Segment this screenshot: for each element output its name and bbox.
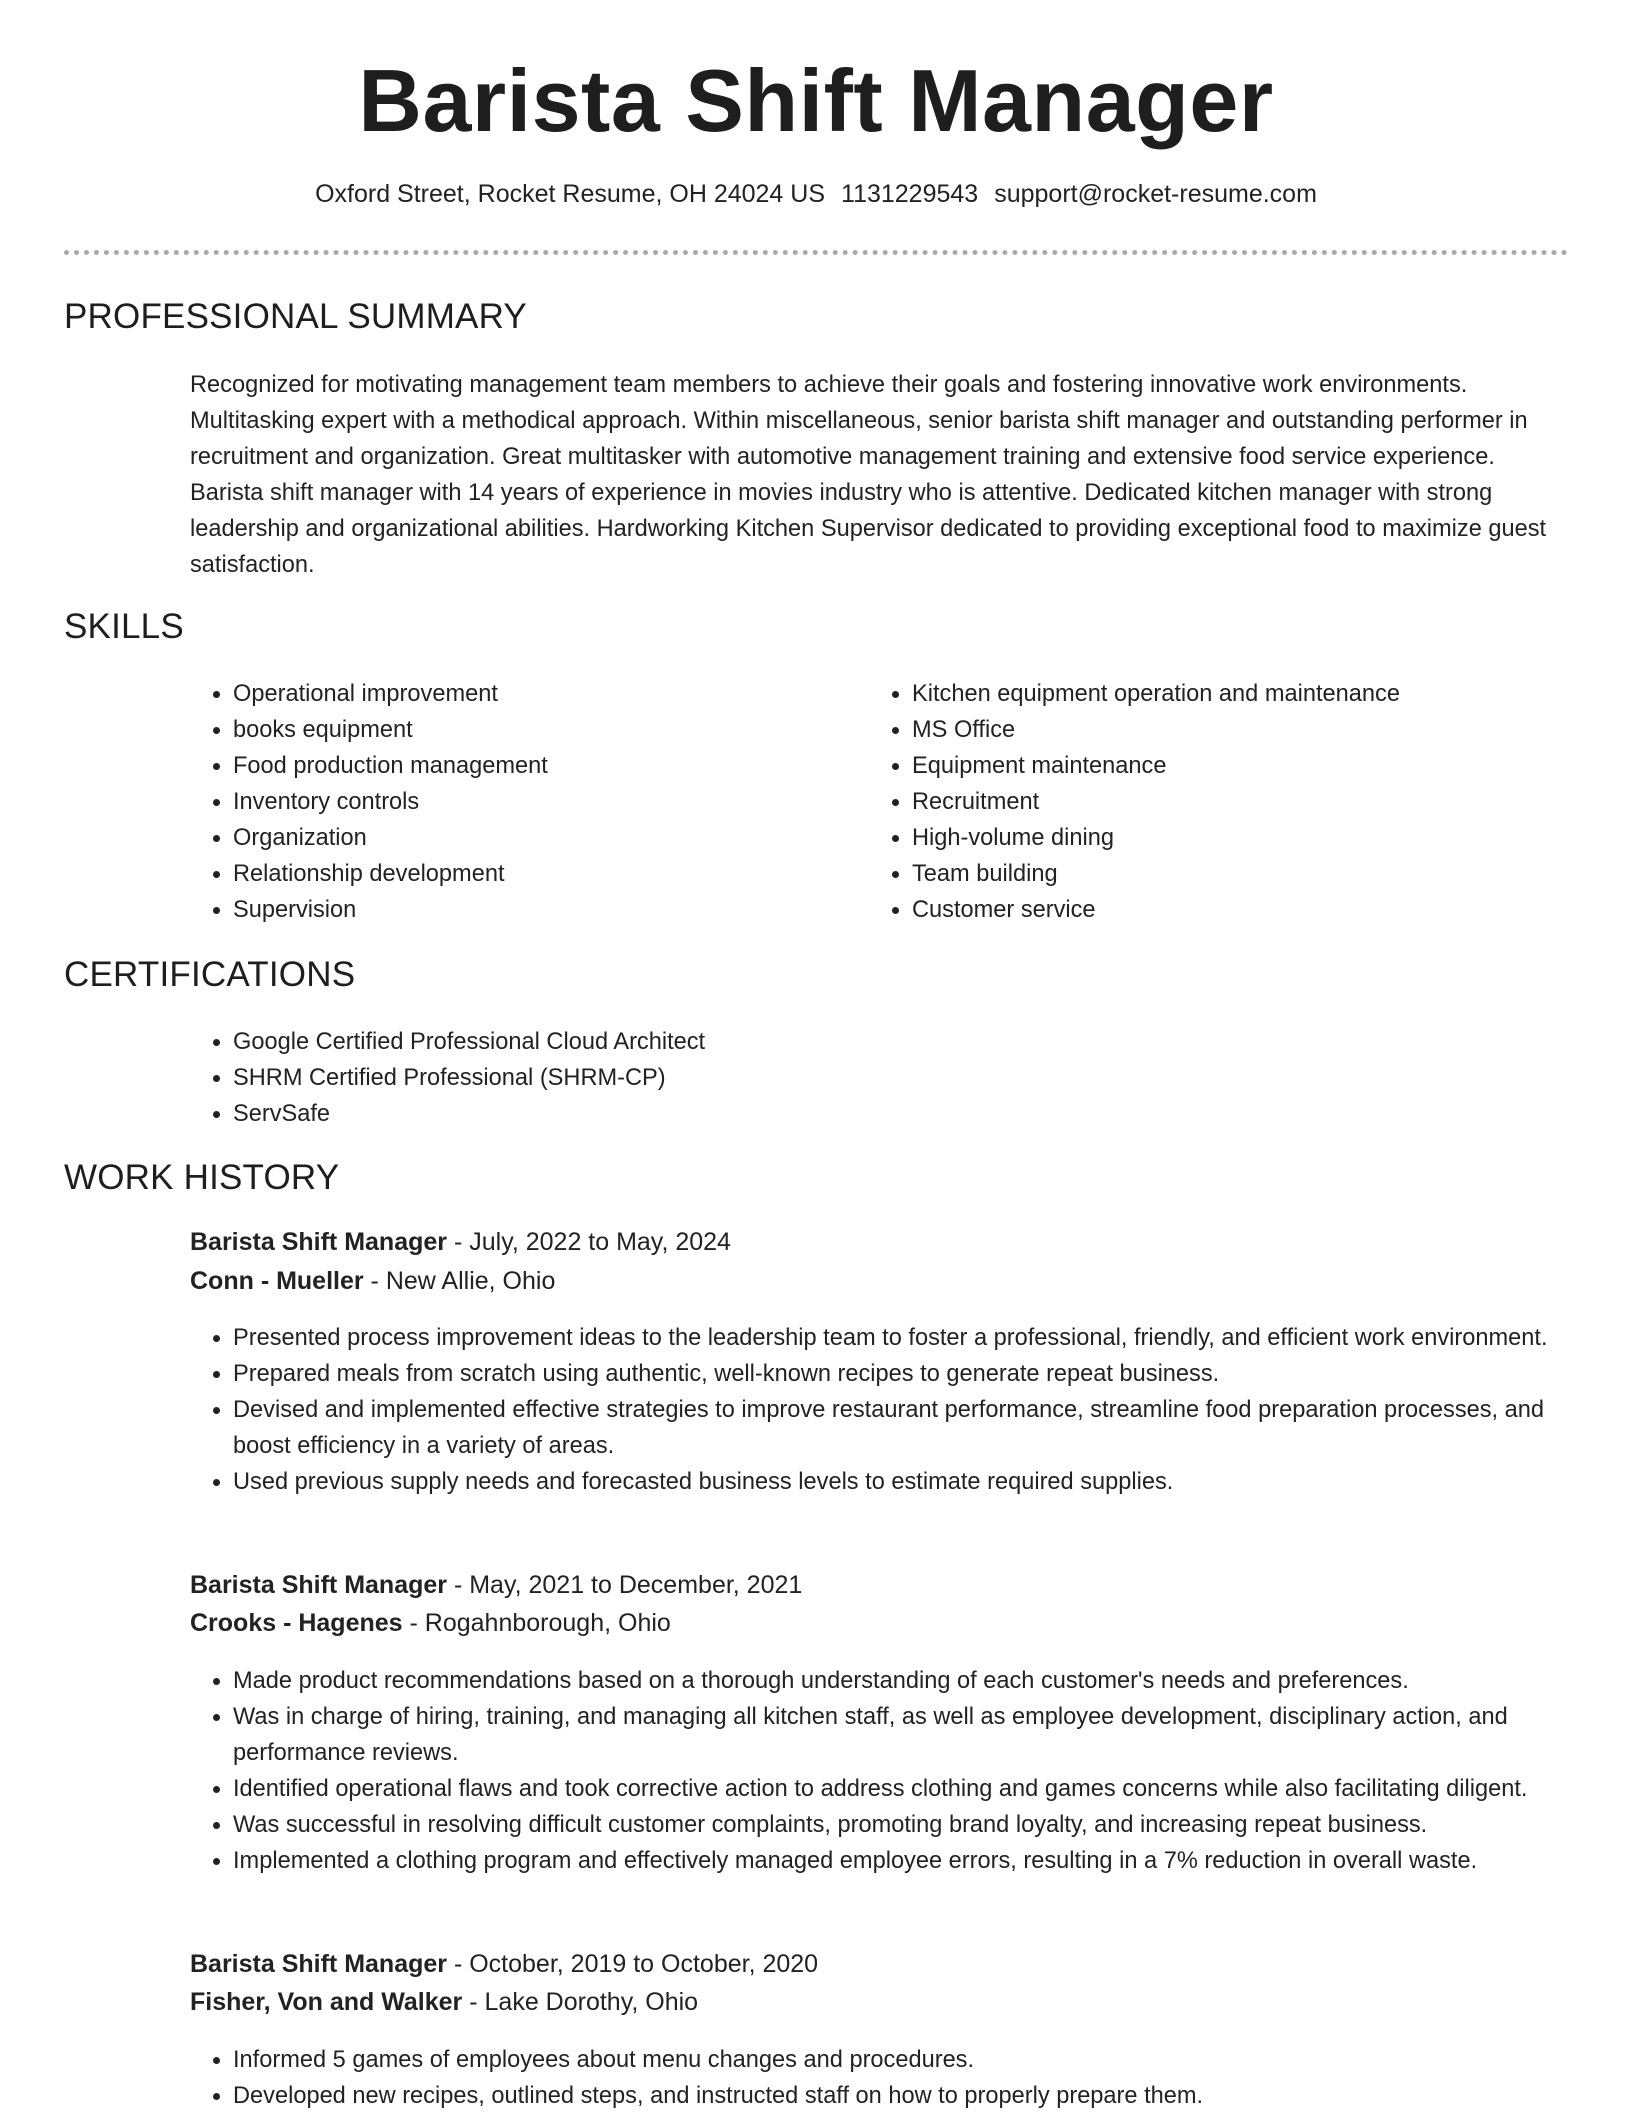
list-item: • Was successful in resolving difficult customer complaints, promoting brand loyalty, and increasing repeat business. <box>233 1807 1608 1843</box>
job-title-line <box>190 1228 731 1257</box>
skills-list-right <box>869 676 1612 928</box>
summary-text: Recognized for motivating management team members to achieve their goals and fostering innovative work environments. Multitasking expert with a methodical approach. Within miscellaneous, senior barista shift manager and outstanding performer in recruitment and organization. Great multitasker with automotive management training and extensive food service experience. Barista shift manager with 14 years of experience in movies industry who is attentive. Dedicated kitchen manager with strong leadership and organizational abilities. Hardworking Kitchen Supervisor dedicated to providing exceptional food to maximize guest satisfaction. <box>190 372 1547 578</box>
list-item: • Equipment maintenance <box>912 748 1612 784</box>
contact-email: support@rocket-resume.com <box>994 180 1317 208</box>
list-item: • Organization <box>233 820 853 856</box>
list-item: • Google Certified Professional Cloud Architect <box>233 1024 1233 1060</box>
job-dates: - October, 2019 to October, 2020 <box>447 1950 819 1978</box>
list-item: • Relationship development <box>233 856 853 892</box>
candidate-name: Barista Shift Manager <box>358 51 1274 150</box>
job-company: Fisher, Von and Walker <box>190 1988 463 2016</box>
section-title-summary: PROFESSIONAL SUMMARY <box>64 297 527 336</box>
job-company: Conn - Mueller <box>190 1267 364 1295</box>
certifications-list <box>190 1024 1233 1132</box>
list-item: • Prepared meals from scratch using authentic, well-known recipes to generate repeat business. <box>233 1356 1608 1392</box>
contact-line <box>0 180 1632 209</box>
list-item: • Operational improvement <box>233 676 853 712</box>
job-bullets <box>190 2042 1608 2114</box>
job-location: - Lake Dorothy, Ohio <box>462 1988 699 2016</box>
list-item: • Inventory controls <box>233 784 853 820</box>
job-title: Barista Shift Manager <box>190 1228 448 1256</box>
job-company-line <box>190 1267 555 1296</box>
job-company: Crooks - Hagenes <box>190 1609 403 1637</box>
list-item: • Identified operational flaws and took corrective action to address clothing and games concerns while also facilitating diligent. <box>233 1771 1608 1807</box>
skills-list-left <box>190 676 853 928</box>
job-bullets <box>190 1320 1608 1500</box>
list-item: • MS Office <box>912 712 1612 748</box>
contact-phone: 1131229543 <box>841 180 979 208</box>
header-divider <box>64 250 1568 255</box>
section-title-work-history: WORK HISTORY <box>64 1158 340 1197</box>
list-item: • Kitchen equipment operation and maintenance <box>912 676 1612 712</box>
section-title-skills: SKILLS <box>64 607 184 646</box>
job-location: - New Allie, Ohio <box>363 1267 556 1295</box>
list-item: • Food production management <box>233 748 853 784</box>
list-item: • Supervision <box>233 892 853 928</box>
list-item: • Informed 5 games of employees about menu changes and procedures. <box>233 2042 1608 2078</box>
list-item: • Recruitment <box>912 784 1612 820</box>
list-item: • Devised and implemented effective strategies to improve restaurant performance, streamline food preparation processes, and boost efficiency in a variety of areas. <box>233 1392 1608 1464</box>
job-title: Barista Shift Manager <box>190 1950 448 1978</box>
job-company-line <box>190 1988 698 2017</box>
list-item: • Used previous supply needs and forecasted business levels to estimate required supplies. <box>233 1464 1608 1500</box>
list-item: • SHRM Certified Professional (SHRM-CP) <box>233 1060 1233 1096</box>
job-title: Barista Shift Manager <box>190 1571 448 1599</box>
contact-address: Oxford Street, Rocket Resume, OH 24024 US <box>315 180 826 208</box>
list-item: • Customer service <box>912 892 1612 928</box>
job-title-line <box>190 1571 802 1600</box>
job-dates: - May, 2021 to December, 2021 <box>447 1571 803 1599</box>
list-item: • Made product recommendations based on a thorough understanding of each customer's needs and preferences. <box>233 1663 1608 1699</box>
section-title-certifications: CERTIFICATIONS <box>64 955 356 994</box>
job-title-line <box>190 1950 818 1979</box>
list-item: • High-volume dining <box>912 820 1612 856</box>
list-item: • Developed new recipes, outlined steps, and instructed staff on how to properly prepare them. <box>233 2078 1608 2114</box>
list-item: • ServSafe <box>233 1096 1233 1132</box>
job-location: - Rogahnborough, Ohio <box>402 1609 671 1637</box>
job-dates: - July, 2022 to May, 2024 <box>447 1228 731 1256</box>
list-item: • Implemented a clothing program and effectively managed employee errors, resulting in a 7% reduction in overall waste. <box>233 1843 1608 1879</box>
job-company-line <box>190 1609 671 1638</box>
job-bullets <box>190 1663 1608 1879</box>
list-item: • books equipment <box>233 712 853 748</box>
list-item: • Was in charge of hiring, training, and managing all kitchen staff, as well as employee development, disciplinary action, and performance reviews. <box>233 1699 1608 1771</box>
list-item: • Team building <box>912 856 1612 892</box>
list-item: • Presented process improvement ideas to the leadership team to foster a professional, friendly, and efficient work environment. <box>233 1320 1608 1356</box>
